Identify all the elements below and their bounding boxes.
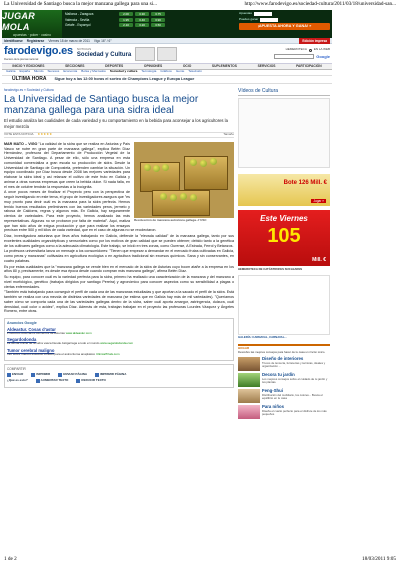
login-link[interactable]: Identificarse [4, 38, 23, 43]
ad-desc: Info sobre nuevos estudios clínicos para el astrocitoma anaplásico ClinicalTrials.com [7, 351, 120, 356]
search-area [274, 48, 330, 59]
hogar-widget [238, 344, 330, 419]
hogar-item[interactable] [238, 357, 330, 371]
breaking-news-bar [2, 76, 332, 84]
share-header: COMPARTIR [7, 367, 26, 372]
gallery-link[interactable]: GALERÍA: CARNAVAL, CARNAVAL... [238, 335, 287, 340]
section-heading [77, 48, 131, 59]
breadcrumb[interactable]: farodevigo.es » Sociedad y Cultura [4, 87, 54, 92]
hemeroteca-label: HEMEROTECA [285, 47, 307, 52]
nav-item[interactable]: DEPORTES [105, 64, 124, 69]
content-columns [2, 84, 332, 421]
article-paragraph: Su equipo, para conocer cuál es la variedad perfecta para la sidra, primero ha realizado una caracterización de la manzana y del manzano a nivel morfológico, genético (trabajos dirigidos por santiago Pereira) y agronómico para conocer aspectos como su sensibilidad a plagas o ciertas enfermedades. [4, 275, 234, 289]
article-subtitle: El estudio analiza las cualidades de cada variedad y su comportamiento en la bebida para aconsejar a los agricultores la mejor mezcla [4, 118, 228, 129]
match-name: Getafe - Espanyol [65, 23, 91, 28]
hogar-item-desc: Distribución del mobiliario, los colores... Busca el equilibrio en tu casa [262, 392, 323, 401]
video-player[interactable] [238, 98, 330, 168]
share-row [7, 373, 231, 377]
print-header-title: La Universidad de Santiago busca la mejor manzana gallega para una si... [4, 1, 157, 7]
search-input[interactable] [274, 54, 314, 59]
odd-button[interactable]: 3.90 [151, 18, 165, 22]
euromillions-amount: 105 [267, 224, 301, 247]
match-name: Valencia - Sevilla [65, 17, 90, 22]
promo-line [239, 12, 330, 16]
betting-ad-banner[interactable] [2, 10, 332, 38]
videos-title[interactable]: Vídeos de Cultura [238, 88, 330, 96]
article-title: La Universidad de Santiago busca la mejor manzana gallega para una sidra ideal [4, 93, 199, 116]
article-body [4, 142, 234, 314]
decrease-text-button[interactable]: REDUCIR TEXTO [76, 379, 105, 383]
printer-icon [31, 373, 35, 377]
share-box [4, 364, 234, 388]
odd-button[interactable]: 3.75 [151, 12, 165, 16]
hogar-item[interactable] [238, 373, 330, 387]
print-timestamp: 18/03/2011 9:05 [362, 556, 396, 562]
odds-row [65, 23, 234, 28]
subnav-item-active[interactable]: Sociedad y cultura [109, 69, 138, 74]
current-date: Viernes 18 de marzo de 2011 [48, 38, 90, 43]
nav-item[interactable]: SECCIONES [65, 64, 85, 69]
hogar-item[interactable] [238, 405, 330, 419]
print-edition-button[interactable]: Edición impresa [299, 38, 330, 44]
mail-icon [7, 373, 11, 377]
hogar-intro: Descubre las mejores consejos para hacer de tu casa un rincón único. [238, 350, 326, 355]
print-header-url: http://www.farodevigo.es/sociedad-cultura/2011/03/18/universidad-san... [244, 1, 396, 7]
register-link[interactable]: Registrarse [26, 38, 45, 43]
subnav-item[interactable]: Televisión [188, 69, 202, 74]
ad-url[interactable]: www.segardodonda.com [100, 341, 134, 346]
vote-label: VOTE ESTA NOTICIA [4, 131, 34, 136]
hogar-item-title[interactable]: Diseño de interiores [262, 355, 304, 361]
jugar-mola-logo[interactable] [2, 10, 62, 38]
subnav-item[interactable]: Mundo [33, 69, 44, 74]
radio-web[interactable] [309, 49, 312, 52]
print-button[interactable]: IMPRIMIR [31, 373, 50, 377]
logo-tagline: Decano de la prensa nacional [4, 57, 39, 61]
hogar-item-title[interactable]: Feng-Shui [262, 387, 284, 393]
article-paragraph: Es por estas cualidades que la "manzana gallega se vende bien en el mercado de la sidra de Asturias cuyo boom atañe a la empresa en los años 80 y, precisamente, es desde esa época desde cuando compran más manzana gallega", afirma Belén Díaz. [4, 264, 234, 274]
jugar-mola-brand: JUGAR MOLA [2, 10, 36, 32]
lottery-ad-jackpot: Bote 126 Mill. € [283, 179, 327, 186]
ad-title[interactable]: Aldeastur. Cosas d'astur [7, 326, 56, 332]
photo-caption: Recolección de manzana autóctona gallega. // USC [134, 217, 207, 222]
euromillions-day: Este Viernes [260, 213, 308, 223]
page-counter: 1 de 2 [4, 556, 17, 562]
logo-text: farodevigo.es [4, 45, 73, 57]
odds-row [65, 18, 234, 23]
nav-item[interactable]: OCIO [182, 64, 192, 69]
nav-item[interactable]: SERVICIOS [257, 64, 276, 69]
odds-row [65, 12, 234, 17]
google-ads [4, 318, 234, 361]
euromillions-ad[interactable] [238, 210, 330, 266]
promo-label: Puedes ganar [239, 16, 259, 21]
subnav-item[interactable]: Galicia [6, 69, 16, 74]
radio-web-label: EN LA WEB [313, 47, 330, 52]
nav-item[interactable]: PARTICIPACIÓN [296, 64, 322, 69]
match-name: Mallorca - Zaragoza [65, 12, 94, 17]
bet-now-button[interactable]: ¡APUESTA AHORA Y GANA! » [239, 23, 330, 30]
promo-line [239, 18, 330, 22]
sidebar [238, 86, 330, 421]
main-column [4, 86, 234, 421]
subnav-item[interactable]: Bolsa y Mercados [81, 69, 106, 74]
odd-button[interactable]: 3.20 [135, 23, 149, 27]
ad-title[interactable]: Tumor cerebral maligno [7, 347, 55, 353]
article-paragraph: MAR MATO – VIGO "La calidad de la sidra que se realiza en Asturias y País Vasco se nutre en gran parte de manzana gallega", explica Belén Díaz Hernández, profesora del Departamento de Producción Vegetal de la Universidad de Santiago. A pesar de ello, sólo una empresa en esta comunidad comercializa a gran escala su producción de sidra. Desde la Universidad de Santiago de Compostela, pretenden cambiar la situación. Un equipo coordinado por Díaz busca desde 2008 las mejores variedades para elaborar la sidra ideal y así relanzar el cultivo de este fruto en Galicia y animar a otras nuevas empresas que creen la bebida dulce. Si nada falla, en el mes de octubre tendrán la respuestas a la incógnita. [4, 141, 130, 189]
text-minus-icon [76, 379, 80, 383]
article-paragraph: "También está trabajando para conseguir el perfil de cada una de las manzanas estudiadas y que aportan a la sacado el perfil de la sidra. Está también se realiza con una mezcla de distintas variedades de manzana (se estima que en Galicia hay más de mil variedades). "Queríamos saber cómo se comporta cada una de las variedades gallegas dentro de la sidra, saber cuál aporta amargor, astringencia, dulzura, cuál densidad, cuál color o acidez", explica Díaz. Además de esta, trabajan trabajan en el proyecto las profesoras Lourdes Vázquez y Ángeles Romero, entre otras. [4, 290, 234, 314]
ad-url[interactable]: www.aldeastur.com [65, 330, 92, 335]
share-row [7, 379, 231, 383]
site-logo[interactable] [4, 46, 73, 61]
hogar-item-desc: Trucos de lencería, ferreterías y técnicas, ideales y organización ... [262, 360, 326, 369]
ad-url[interactable]: ClinicalTrials.com [96, 351, 120, 356]
hogar-header[interactable]: HOGAR [238, 345, 250, 350]
odds-table [62, 10, 237, 38]
increase-text-button[interactable]: AUMENTAR TEXTO [36, 379, 69, 383]
breaking-news-link[interactable]: Sigue hoy a las 12:00 horas el sorteo de Champions League y Europa League [54, 76, 195, 81]
text-plus-icon [36, 379, 40, 383]
hogar-item-title[interactable]: Para niños [262, 403, 284, 409]
print-page-button[interactable]: IMPRIMIR PÁGINA [95, 373, 126, 377]
promo-output [260, 18, 278, 22]
hogar-item-desc: Los mejores consejos sobre el cuidado de tu jardín y tus plantas. [262, 376, 328, 385]
ad-desc: Productos Asturianos Alimentos de Asturias www.aldeastur.com [7, 330, 92, 335]
ad-item[interactable] [7, 348, 231, 357]
odd-button[interactable]: 2.10 [119, 23, 133, 27]
fengshui-thumb [238, 389, 260, 403]
google-ads-header[interactable]: Anuncios Google [7, 321, 37, 326]
print-footer [0, 556, 400, 566]
article-paragraph: La profesora universitaria lanza un mensaje a los consumidores: "Tienen que empezar a demandar en el mercado frutas cultivadas en Galicia, como peras y manzanas" cultivadas en agricultura ecológica o en agricultura tradicional sin excesos químicos. Sana y sin conservantes, en cuatro palabras. [4, 249, 234, 263]
article-photo [134, 142, 234, 223]
kids-thumb [238, 405, 260, 419]
nav-item[interactable]: SUPLEMENTOS [211, 64, 237, 69]
search-scope [286, 48, 330, 52]
article-paragraph: Díaz, investigadora asturiana que lleva años trabajando en Galicia, defiende la "elevada calidad" de la manzana gallega, tanto por sus excelentes cualidades organolépticas y sensoriales como por los motivos de gran calidad que se pueden obtener; debido tanto a la genética de los cultivares gallegos como a la adecuada climatología. Este trabajo, se inició en tres zonas, como Ourense, A Estrada, Ferrol y Betanzos. [4, 234, 234, 248]
promo-input[interactable] [254, 12, 272, 16]
odd-button[interactable]: 3.40 [135, 18, 149, 22]
jugar-mola-tag: apuestas · poker · casino [12, 33, 52, 38]
apple-crates-image [134, 142, 234, 218]
search-row [274, 54, 330, 59]
gallery-widget[interactable] [238, 275, 330, 335]
what-is-this-link[interactable]: ¿Qué es esto? [7, 378, 28, 383]
mid-ads[interactable] [135, 47, 177, 61]
hogar-item-desc: Diseña el cuarto perfecto para el disfrute de los más pequeños [262, 408, 327, 417]
send-page-button[interactable]: ENVIAR PÁGINA [58, 373, 87, 377]
subnav-item[interactable]: Gráficos [160, 69, 172, 74]
ad-desc: La tienda online de la sidra vasca Desde Astigarraga a todo el mundo www.segardodonda.com [7, 341, 134, 346]
mid-ad[interactable] [157, 47, 177, 61]
ad-item[interactable] [7, 327, 231, 336]
article-toolbar [4, 132, 234, 138]
ad-item[interactable] [7, 337, 231, 346]
print-header [0, 0, 400, 9]
section-kicker: NOTICIAS [76, 46, 92, 51]
breaking-news-label: ÚLTIMA HORA [12, 75, 47, 82]
hogar-item-title[interactable]: Decora tu jardín [262, 371, 295, 377]
weather-text: Vigo 16° / 6° [93, 38, 112, 43]
printer-icon [95, 373, 99, 377]
lottery-ad-cta[interactable]: Jugar » [313, 198, 324, 203]
odd-button[interactable]: 2.00 [119, 12, 133, 16]
interior-thumb [238, 357, 260, 371]
nav-item[interactable]: INICIO Y EDICIONES [12, 64, 45, 69]
mid-ad[interactable] [135, 47, 155, 61]
euromillions-unit: Mill. € [312, 256, 326, 263]
subnav-item[interactable]: Sucesos [47, 69, 60, 74]
subnav-item[interactable]: Tecnología [141, 69, 157, 74]
page [2, 10, 332, 550]
subnav-item[interactable]: España [19, 69, 30, 74]
google-search-button[interactable]: Google [316, 53, 330, 59]
subnav-item[interactable]: Economía [63, 69, 78, 74]
hogar-item[interactable] [238, 389, 330, 403]
send-button[interactable]: ENVIAR [7, 373, 23, 377]
section-name: Sociedad y Cultura [76, 51, 132, 58]
ad-title[interactable]: Segardodonda [7, 337, 37, 343]
masthead [2, 44, 332, 64]
mail-icon [58, 373, 62, 377]
hemeroteca-link[interactable]: HEMEROTECA DE CATÁSTROFES NUCLEARES [238, 266, 303, 271]
rating-stars[interactable]: ★★★★★ [37, 131, 53, 136]
font-size-control[interactable]: Tamaño [223, 131, 234, 136]
nav-item[interactable]: OPINIONES [143, 64, 163, 69]
odd-button[interactable]: 3.30 [135, 12, 149, 16]
odd-button[interactable]: 1.95 [119, 18, 133, 22]
byline: MAR MATO – VIGO [4, 141, 38, 146]
lottery-ad[interactable] [238, 174, 330, 206]
promo-box [237, 10, 332, 38]
promo-label: Apuestas [239, 11, 252, 16]
subnav-item[interactable]: Gente [175, 69, 185, 74]
odd-button[interactable]: 3.50 [151, 23, 165, 27]
article-paragraph: A once pocos meses de finalizar el Proyecto pero con la perspectiva de seguir investigando en este tema, el grupo de investigadores asegura que "es muy pronto para decir cuál es la manzana para la sidra perfecta. Hemos tenido buenos resultados preliminares con las variedades peros, jermelo y rabosa de Caldoms, regras y algunos más. En Galicia, hay seguramente cientos de variedades. Para este proyecto, hemos analizado las más representativas. Algunas no se probaron por falta de material". Aquí, matiza que han sido años de exigua producción y que para realizar los ensayos precisan entre 500 y mil kilos de cada variedad, que en el caso de algunas no se recolectaron. [4, 190, 157, 233]
garden-thumb [238, 373, 260, 387]
